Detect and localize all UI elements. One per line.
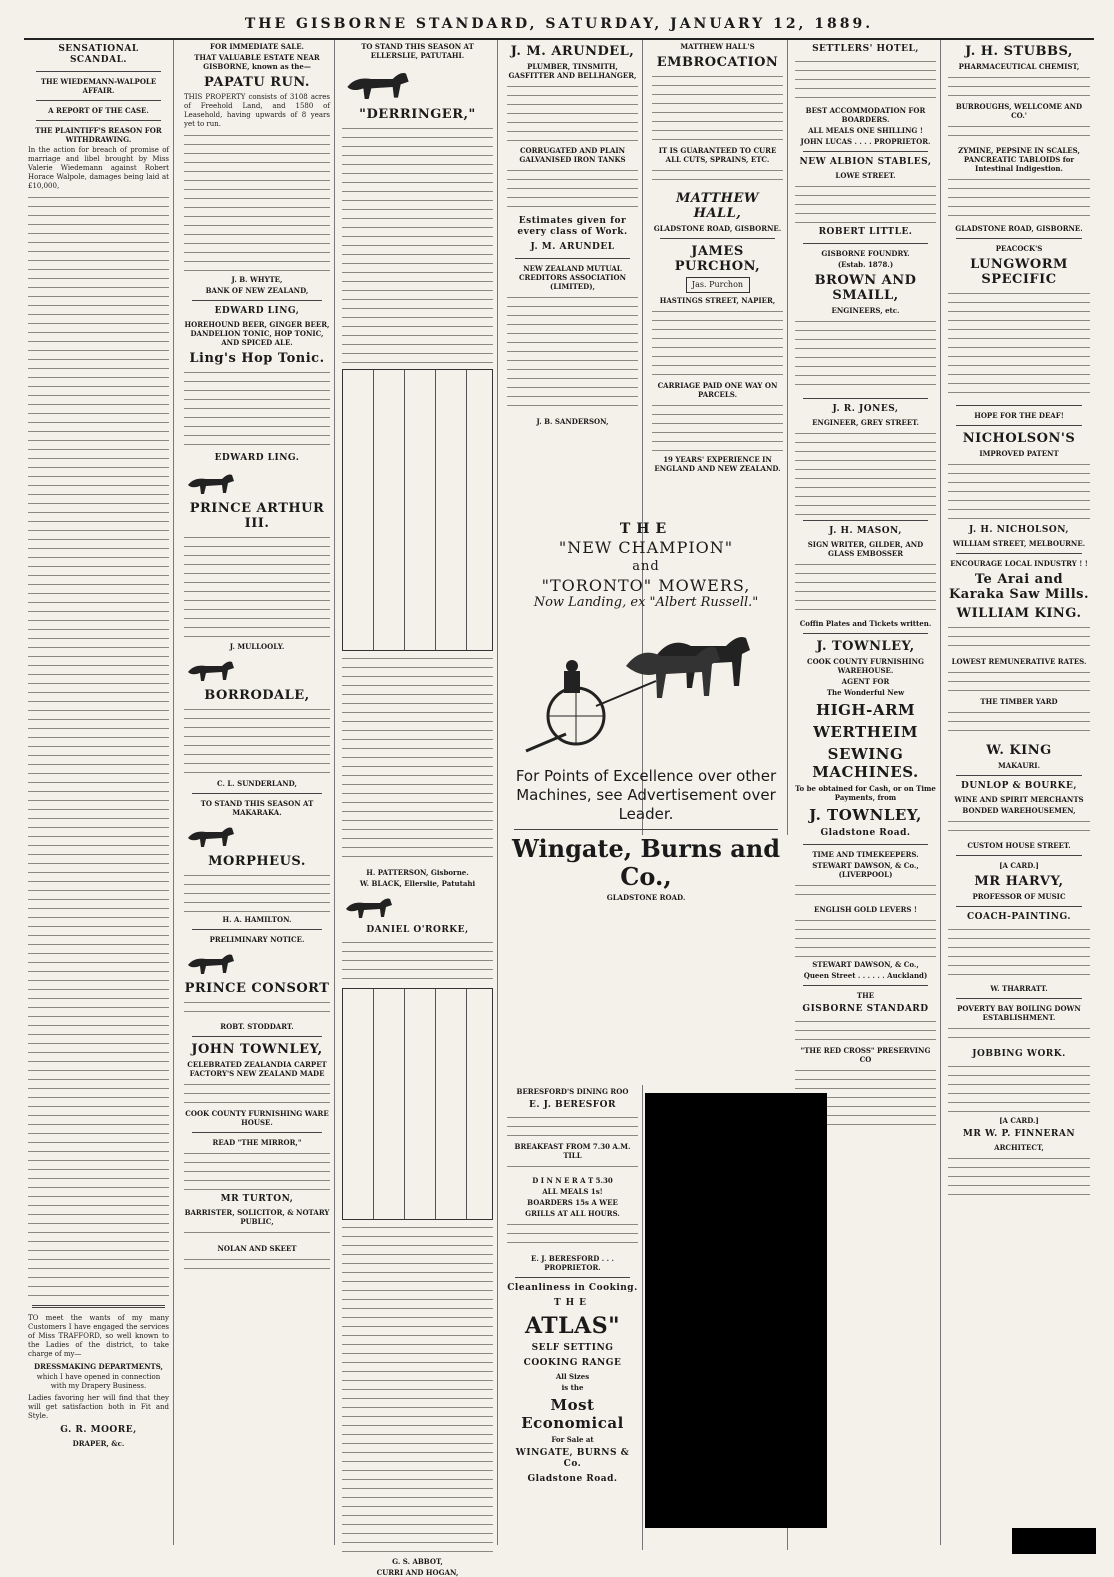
sanderson: J. B. SANDERSON, bbox=[536, 417, 609, 426]
carpet-factory: CELEBRATED ZEALANDIA CARPET FACTORY'S NEW ZEALAND MADE bbox=[187, 1060, 327, 1078]
papatu-body bbox=[184, 132, 330, 272]
borrodale-body bbox=[184, 706, 330, 776]
gold-levers: ENGLISH GOLD LEVERS ! bbox=[814, 905, 917, 914]
cook-county: COOK COUNTY FURNISHING WAREHOUSE. bbox=[807, 657, 924, 675]
rule bbox=[956, 405, 1082, 406]
prelim-notice: PRELIMINARY NOTICE. bbox=[209, 935, 305, 944]
ordinary bbox=[507, 1163, 638, 1173]
boiling-body bbox=[948, 1025, 1090, 1045]
prince-consort: PRINCE CONSORT bbox=[184, 981, 330, 996]
mower-illustration bbox=[506, 616, 786, 761]
headline-scandal: SENSATIONAL SCANDAL. bbox=[58, 44, 139, 65]
bank: BANK OF NEW ZEALAND, bbox=[205, 286, 309, 295]
professor-music: PROFESSOR OF MUSIC bbox=[972, 892, 1066, 901]
patterson: H. PATTERSON, Gisborne. bbox=[366, 868, 469, 877]
albion-body bbox=[795, 183, 936, 223]
atlas-wingate: WINGATE, BURNS & Co. bbox=[515, 1448, 630, 1469]
breakfast: BREAKFAST FROM 7.30 A.M. TILL bbox=[514, 1142, 631, 1160]
mason-trade: SIGN WRITER, GILDER, AND GLASS EMBOSSER bbox=[807, 540, 924, 558]
wine-spirit: WINE AND SPIRIT MERCHANTS bbox=[954, 795, 1084, 804]
embrocation-body bbox=[652, 73, 783, 143]
column-4-lower bbox=[503, 1085, 643, 1550]
foundry-body bbox=[795, 318, 936, 393]
points-excellence: For Points of Excellence over other Machines, see Advertisement over Leader. bbox=[515, 767, 777, 823]
standard-body bbox=[795, 1018, 936, 1043]
rule bbox=[803, 243, 928, 244]
chemist: PHARMACEUTICAL CHEMIST, bbox=[958, 62, 1080, 71]
townley: J. TOWNLEY, bbox=[816, 639, 915, 654]
papatu-run: PAPATU RUN. bbox=[204, 75, 310, 90]
hope-deaf: HOPE FOR THE DEAF! bbox=[974, 411, 1064, 420]
high-arm: HIGH-ARM bbox=[815, 701, 916, 719]
stewart-dawson: STEWART DAWSON, & Co., (LIVERPOOL) bbox=[812, 861, 919, 879]
tharratt: W. THARRATT. bbox=[990, 984, 1048, 993]
subhead-plaintiff: THE PLAINTIFF'S REASON FOR WITHDRAWING. bbox=[35, 126, 162, 144]
beresford: E. J. BERESFOR bbox=[529, 1100, 616, 1110]
dunlop-bourke: DUNLOP & BOURKE, bbox=[961, 781, 1077, 791]
turton: MR TURTON, bbox=[220, 1194, 294, 1204]
stubbs: J. H. STUBBS, bbox=[965, 44, 1073, 59]
rule bbox=[192, 300, 322, 301]
consort-body bbox=[184, 999, 330, 1019]
new-champion: "NEW CHAMPION" bbox=[558, 538, 734, 557]
prince-arthur: PRINCE ARTHUR III. bbox=[189, 501, 325, 531]
mirror: READ "THE MIRROR," bbox=[212, 1138, 302, 1147]
moore-trade: DRAPER, &c. bbox=[72, 1439, 125, 1448]
mullooly: J. MULLOOLY. bbox=[229, 642, 285, 651]
john-townley: JOHN TOWNLEY, bbox=[191, 1042, 323, 1057]
makaraka-stand: TO STAND THIS SEASON AT MAKARAKA. bbox=[200, 799, 314, 817]
coach-body bbox=[948, 926, 1090, 981]
mason: J. H. MASON, bbox=[829, 526, 902, 536]
jones-trade: ENGINEER, GREY STREET. bbox=[812, 418, 919, 427]
derringer-body bbox=[342, 125, 493, 365]
nicholsons: NICHOLSON'S bbox=[962, 431, 1076, 446]
self-setting: SELF SETTING bbox=[531, 1343, 614, 1353]
tanks-body bbox=[507, 167, 638, 212]
stewart-dawson-2: STEWART DAWSON, & Co., bbox=[812, 960, 919, 969]
horse-illustration bbox=[342, 63, 493, 103]
arundel-sign: J. M. ARUNDEL bbox=[530, 242, 615, 252]
custom-house: CUSTOM HOUSE STREET. bbox=[967, 841, 1071, 850]
peacocks: PEACOCK'S bbox=[995, 244, 1043, 253]
moore-ad-dept: DRESSMAKING DEPARTMENTS, bbox=[34, 1362, 163, 1371]
beresford-proprietor: E. J. BERESFORD . . . PROPRIETOR. bbox=[531, 1254, 614, 1272]
masthead-title: THE GISBORNE STANDARD, SATURDAY, JANUARY 12, 1889. bbox=[244, 16, 874, 32]
rule bbox=[803, 520, 928, 521]
lucas: JOHN LUCAS . . . . PROPRIETOR. bbox=[800, 137, 931, 146]
settlers-body bbox=[795, 58, 936, 103]
black: W. BLACK, Ellerslie, Patutahi bbox=[359, 879, 476, 888]
rule bbox=[192, 1132, 322, 1133]
rule bbox=[803, 633, 928, 634]
purchon-body bbox=[652, 308, 783, 378]
rule bbox=[803, 398, 928, 399]
orourke-table bbox=[342, 988, 493, 1220]
horse-illustration bbox=[342, 891, 493, 921]
obtained: To be obtained for Cash, or on Time Payments, from bbox=[795, 784, 936, 802]
lowe-street: LOWE STREET. bbox=[835, 171, 896, 180]
ellerslie-stand: TO STAND THIS SEASON AT ELLERSLIE, PATUTAHI. bbox=[361, 42, 474, 60]
hall-address: GLADSTONE ROAD, GISBORNE. bbox=[653, 224, 782, 233]
column-1 bbox=[24, 40, 174, 1545]
rule bbox=[36, 100, 161, 101]
abbot: G. S. ABBOT, bbox=[392, 1557, 443, 1566]
te-arai: Te Arai and Karaka Saw Mills. bbox=[948, 572, 1090, 602]
for-sale-at: For Sale at bbox=[551, 1435, 594, 1444]
hamilton: H. A. HAMILTON. bbox=[222, 915, 292, 924]
levers-body-2 bbox=[795, 917, 936, 957]
stubbs-body bbox=[948, 74, 1090, 99]
rule bbox=[956, 998, 1082, 999]
william-king: WILLIAM KING. bbox=[956, 606, 1082, 621]
ling-body bbox=[184, 369, 330, 449]
ling-sign: EDWARD LING. bbox=[214, 453, 300, 463]
lungworm-body bbox=[948, 290, 1090, 400]
whyte: J. B. WHYTE, bbox=[231, 275, 283, 284]
dinner: D I N N E R A T 5.30 bbox=[532, 1176, 613, 1185]
agent-for: AGENT FOR bbox=[841, 677, 890, 686]
card-2: [A CARD.] bbox=[999, 1116, 1039, 1125]
hall-head: MATTHEW HALL'S bbox=[680, 42, 755, 51]
subhead-report: A REPORT OF THE CASE. bbox=[48, 106, 149, 115]
masthead bbox=[24, 10, 1094, 40]
atlas-the: THE bbox=[553, 1298, 592, 1308]
settlers-hotel: SETTLERS' HOTEL, bbox=[812, 44, 919, 54]
boiling-down: POVERTY BAY BOILING DOWN ESTABLISHMENT. bbox=[957, 1004, 1081, 1022]
king-body bbox=[948, 624, 1090, 654]
subhead-affair: THE WIEDEMANN-WALPOLE AFFAIR. bbox=[40, 77, 157, 95]
jones: J. R. JONES, bbox=[832, 404, 899, 414]
finneran: MR W. P. FINNERAN bbox=[962, 1129, 1076, 1139]
boarders: BOARDERS 15s A WEE bbox=[527, 1198, 618, 1207]
sunderland: C. L. SUNDERLAND, bbox=[217, 779, 297, 788]
zymine: ZYMINE, PEPSINE IN SCALES, PANCREATIC TABLOIDS for Intestinal Indigestion. bbox=[958, 146, 1080, 173]
arundel-body bbox=[507, 83, 638, 143]
cleanliness: Cleanliness in Cooking. bbox=[507, 1283, 638, 1293]
imprint-text bbox=[948, 1155, 1090, 1195]
wingate-road: GLADSTONE ROAD. bbox=[606, 893, 686, 902]
queen-street: Queen Street . . . . . . Auckland) bbox=[803, 971, 928, 980]
townley-2: J. TOWNLEY, bbox=[809, 806, 922, 824]
wingate-burns: Wingate, Burns and Co., bbox=[512, 834, 780, 891]
dunlop-body bbox=[948, 818, 1090, 838]
orourke-body bbox=[342, 939, 493, 984]
atlas: ATLAS" bbox=[524, 1313, 621, 1339]
burroughs: BURROUGHS, WELLCOME AND CO.' bbox=[955, 102, 1083, 120]
mower-the: THE bbox=[619, 521, 673, 537]
rule bbox=[192, 929, 322, 930]
curri-hogan: CURRI AND HOGAN, bbox=[376, 1568, 459, 1577]
beresford-dining: BERESFORD'S DINING ROO bbox=[516, 1087, 629, 1096]
creditors-body bbox=[507, 294, 638, 414]
bonded: BONDED WAREHOUSEMEN, bbox=[962, 806, 1076, 815]
rule bbox=[803, 151, 928, 152]
rule bbox=[192, 1036, 322, 1037]
skeet-body bbox=[184, 1256, 330, 1276]
lungworm: LUNGWORM SPECIFIC bbox=[970, 257, 1068, 287]
wonderful: The Wonderful New bbox=[826, 688, 905, 697]
is-the: is the bbox=[561, 1383, 584, 1392]
rule bbox=[514, 829, 778, 830]
mower-advert bbox=[506, 520, 786, 904]
carpet-body bbox=[184, 1081, 330, 1106]
cooking-range: COOKING RANGE bbox=[523, 1358, 622, 1368]
jobbing-body bbox=[948, 1063, 1090, 1113]
orourke-notes bbox=[342, 1224, 493, 1554]
robert-little: ROBERT LITTLE. bbox=[818, 227, 913, 237]
lowest-rates: LOWEST REMUNERATIVE RATES. bbox=[951, 657, 1087, 666]
all-meals: ALL MEALS 1s! bbox=[542, 1187, 603, 1196]
purchon-body-2 bbox=[652, 402, 783, 452]
redacted-block bbox=[1012, 1528, 1096, 1554]
papatu-text: THIS PROPERTY consists of 3108 acres of Freehold Land, and 1580 of Leasehold, having upwards of 8 years yet to run. bbox=[184, 93, 330, 128]
price-text bbox=[652, 167, 783, 187]
all-sizes: All Sizes bbox=[555, 1372, 590, 1381]
column-7 bbox=[944, 40, 1094, 1545]
arundel-head: J. M. ARUNDEL, bbox=[510, 44, 635, 59]
horse-illustration bbox=[184, 654, 330, 684]
rule bbox=[956, 425, 1082, 426]
daniel-orourke: DANIEL O'RORKE, bbox=[366, 925, 469, 935]
creditors: NEW ZEALAND MUTUAL CREDITORS ASSOCIATION (LIMITED), bbox=[518, 264, 627, 291]
timber-body bbox=[948, 709, 1090, 739]
morpheus-body bbox=[184, 872, 330, 912]
horse-illustration bbox=[184, 947, 330, 977]
ling-head: EDWARD LING, bbox=[214, 306, 300, 316]
nolan-skeet: NOLAN AND SKEET bbox=[217, 1244, 297, 1253]
rule bbox=[956, 238, 1082, 239]
morpheus: MORPHEUS. bbox=[208, 854, 306, 869]
derringer: "DERRINGER," bbox=[359, 107, 476, 122]
purchon-logo: Jas. Purchon bbox=[686, 277, 750, 293]
estimates: Estimates given for every class of Work. bbox=[517, 216, 628, 237]
rule bbox=[36, 120, 161, 121]
stubbs-road: GLADSTONE ROAD, GISBORNE. bbox=[955, 224, 1083, 233]
purchon: JAMES PURCHON, bbox=[674, 244, 761, 274]
makauri: MAKAURI. bbox=[997, 761, 1041, 770]
stoddart: ROBT. STODDART. bbox=[220, 1022, 294, 1031]
foundry: GISBORNE FOUNDRY. bbox=[821, 249, 910, 258]
turton-title: BARRISTER, SOLICITOR, & NOTARY PUBLIC, bbox=[184, 1208, 330, 1226]
ling-products: HOREHOUND BEER, GINGER BEER, DANDELION TONIC, HOP TONIC, AND SPICED ALE. bbox=[184, 320, 330, 347]
rule bbox=[192, 793, 322, 794]
rule bbox=[956, 775, 1082, 776]
carriage: CARRIAGE PAID ONE WAY ON PARCELS. bbox=[657, 381, 778, 399]
rule bbox=[956, 553, 1082, 554]
brown-smaill: BROWN AND SMAILL, bbox=[814, 273, 917, 303]
rule bbox=[803, 844, 928, 845]
nicholson-body bbox=[948, 461, 1090, 521]
sale-sub: THAT VALUABLE ESTATE NEAR GISBORNE, known as the— bbox=[194, 53, 320, 71]
article-body-text bbox=[28, 194, 169, 1299]
architect: ARCHITECT, bbox=[994, 1143, 1044, 1152]
column-2 bbox=[180, 40, 335, 1545]
gisborne-standard: GISBORNE STANDARD bbox=[802, 1004, 929, 1014]
w-king: W. KING bbox=[986, 743, 1052, 758]
moore-name: G. R. MOORE, bbox=[60, 1425, 137, 1435]
best-accommodation: BEST ACCOMMODATION FOR BOARDERS. bbox=[805, 106, 926, 124]
engineers: ENGINEERS, etc. bbox=[831, 306, 900, 315]
albion-stables: NEW ALBION STABLES, bbox=[799, 157, 932, 167]
jobbing-work: JOBBING WORK. bbox=[972, 1049, 1066, 1059]
hop-tonic: Ling's Hop Tonic. bbox=[189, 351, 325, 366]
rule bbox=[956, 906, 1082, 907]
pedigree-table bbox=[342, 369, 493, 651]
horse-illustration bbox=[184, 467, 330, 497]
sale-head: FOR IMMEDIATE SALE. bbox=[210, 42, 304, 51]
redacted-block bbox=[645, 1093, 827, 1528]
grills: GRILLS AT ALL HOURS. bbox=[525, 1209, 620, 1218]
improved-patent: IMPROVED PATENT bbox=[979, 449, 1059, 458]
experience: 19 YEARS' EXPERIENCE IN ENGLAND AND NEW ZEALAND. bbox=[654, 455, 781, 473]
arundel-trade: PLUMBER, TINSMITH, GASFITTER AND BELLHANGER, bbox=[508, 62, 637, 80]
stubbs-body-2 bbox=[948, 176, 1090, 221]
embrocation: EMBROCATION bbox=[656, 55, 779, 70]
atlas-road: Gladstone Road. bbox=[527, 1474, 618, 1484]
rule bbox=[515, 258, 630, 259]
levers-body bbox=[795, 882, 936, 902]
mower-and: and bbox=[632, 559, 660, 574]
timber-yard: THE TIMBER YARD bbox=[980, 697, 1058, 706]
grills-body bbox=[507, 1221, 638, 1251]
standard-the: THE bbox=[856, 991, 875, 1000]
sewing-machines: SEWING MACHINES. bbox=[812, 745, 919, 781]
moore-ad-text-2: Ladies favoring her will find that they will get satisfaction both in Fit and Style. bbox=[28, 1394, 169, 1420]
mr-harvy: MR HARVY, bbox=[974, 874, 1064, 889]
tanks: CORRUGATED AND PLAIN GALVANISED IRON TANKS bbox=[519, 146, 626, 164]
jones-body bbox=[795, 430, 936, 515]
article-lead: In the action for breach of promise of marriage and libel brought by Miss Valerie Wiedemann against Robert Horace Walpole, damages being laid at £10,000, bbox=[28, 146, 169, 190]
moore-ad-lead: TO meet the wants of my many Customers I have engaged the services of Miss TRAFFORD, so well known to the Ladies of the district, to take charge of my— bbox=[28, 1314, 169, 1358]
card-1: [A CARD.] bbox=[999, 861, 1039, 870]
rule bbox=[36, 71, 161, 72]
rule bbox=[660, 238, 775, 239]
most-economical: Most Economical bbox=[521, 1396, 624, 1432]
mason-body bbox=[795, 561, 936, 616]
moore-ad-text: which I have opened in connection with my Drapery Business. bbox=[36, 1373, 161, 1390]
timekeepers: TIME AND TIMEKEEPERS. bbox=[812, 850, 919, 859]
townley-road: Gladstone Road. bbox=[820, 828, 911, 838]
toronto-mowers: "TORONTO" MOWERS, bbox=[541, 576, 751, 595]
rule bbox=[32, 1305, 165, 1308]
king-body-2 bbox=[948, 669, 1090, 694]
burroughs-body bbox=[948, 123, 1090, 143]
now-landing: Now Landing, ex "Albert Russell." bbox=[533, 595, 759, 610]
beresford-body bbox=[507, 1114, 638, 1139]
foundry-estab: (Estab. 1878.) bbox=[837, 260, 894, 269]
matthew-hall: MATTHEW HALL, bbox=[676, 191, 759, 221]
nicholson-name: J. H. NICHOLSON, bbox=[969, 525, 1069, 535]
column-3 bbox=[338, 40, 498, 1577]
rule bbox=[803, 985, 928, 986]
coach-painting: COACH-PAINTING. bbox=[966, 912, 1072, 922]
rule bbox=[515, 1277, 630, 1278]
hastings: HASTINGS STREET, NAPIER, bbox=[659, 296, 776, 305]
local-industry: ENCOURAGE LOCAL INDUSTRY ! ! bbox=[950, 559, 1088, 568]
horse-illustration bbox=[184, 820, 330, 850]
melbourne: WILLIAM STREET, MELBOURNE. bbox=[952, 539, 1086, 548]
coffin-plates: Coffin Plates and Tickets written. bbox=[799, 619, 932, 628]
rule bbox=[956, 855, 1082, 856]
wertheim: WERTHEIM bbox=[813, 723, 918, 741]
turton-body bbox=[184, 1229, 330, 1241]
derringer-terms bbox=[342, 655, 493, 865]
prince-body bbox=[184, 534, 330, 639]
guaranteed: IT IS GUARANTEED TO CURE ALL CUTS, SPRAINS, ETC. bbox=[658, 146, 777, 164]
furnishing-house: COOK COUNTY FURNISHING WARE HOUSE. bbox=[185, 1109, 329, 1127]
mirror-body bbox=[184, 1150, 330, 1190]
red-cross: "THE RED CROSS" PRESERVING CO bbox=[800, 1046, 931, 1064]
meals-shilling: ALL MEALS ONE SHILLING ! bbox=[808, 126, 923, 135]
borrodale: BORRODALE, bbox=[204, 688, 310, 703]
